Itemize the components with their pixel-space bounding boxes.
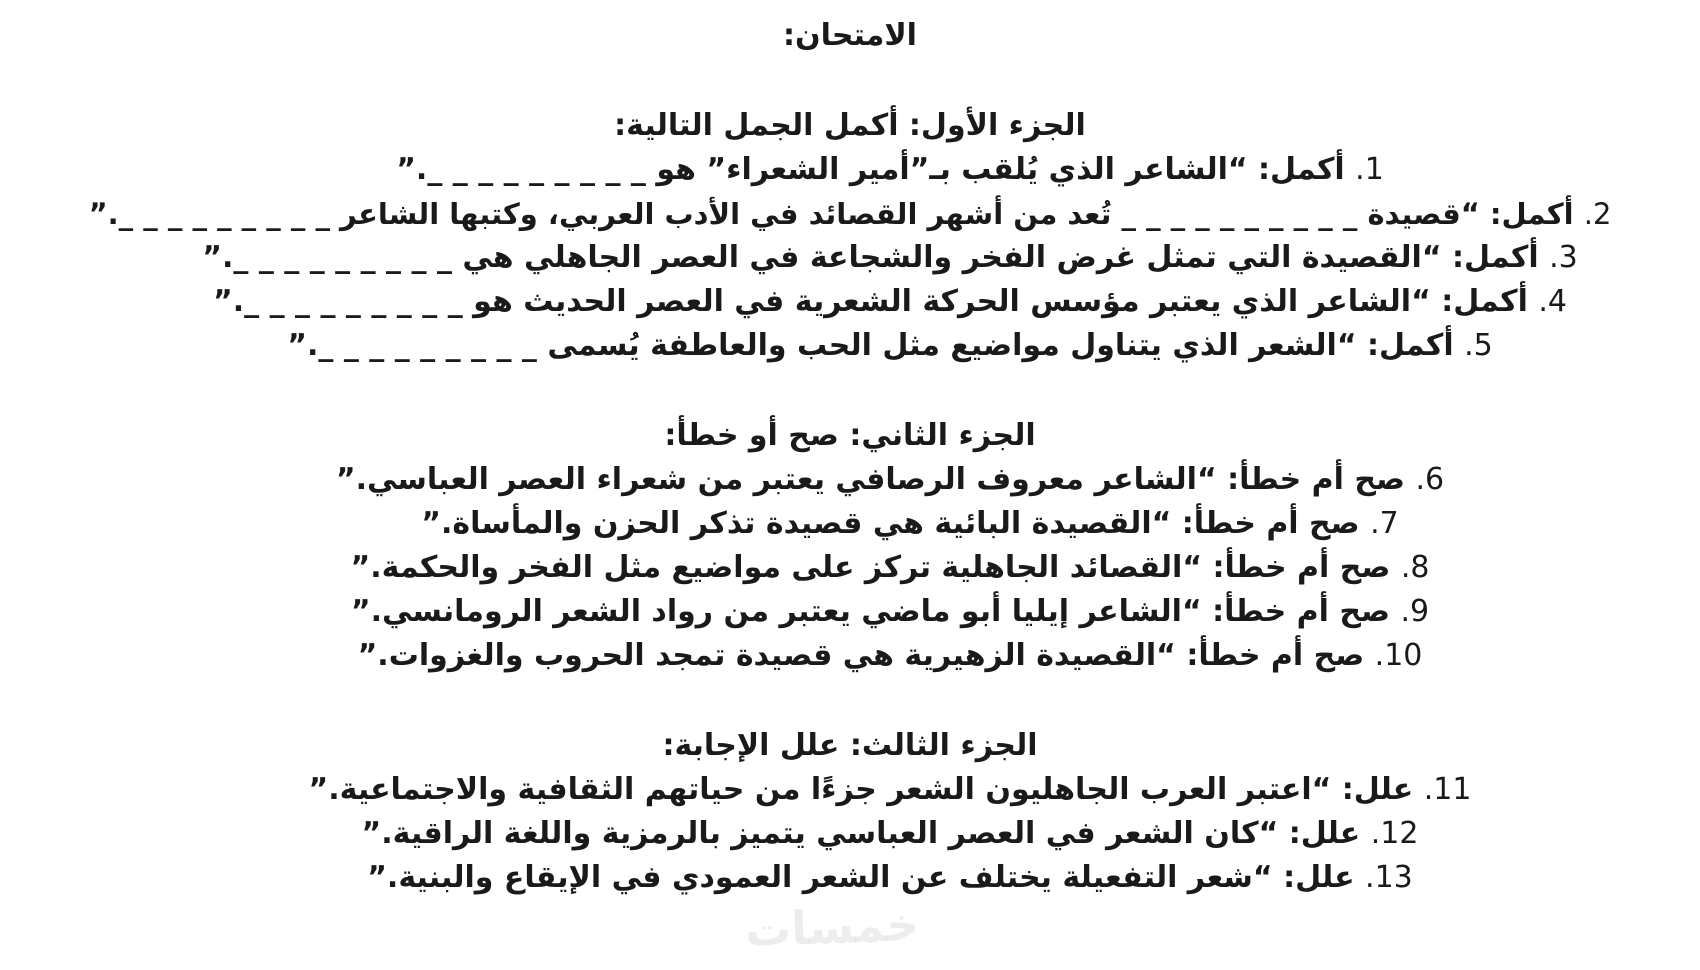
part2-heading: الجزء الثاني: صح أو خطأ:: [664, 418, 1036, 453]
question-3: 3. أكمل: “القصيدة التي تمثل غرض الفخر والشجاعة في العصر الجاهلي هي _ _ _ _ _ _ _ _ _.”: [202, 240, 1578, 275]
question-10: 10. صح أم خطأ: “القصيدة الزهيرية هي قصيدة تمجد الحروب والغزوات.”: [357, 638, 1423, 673]
question-9: 9. صح أم خطأ: “الشاعر إيليا أبو ماضي يعتبر من رواد الشعر الرومانسي.”: [350, 594, 1430, 629]
question-4: 4. أكمل: “الشاعر الذي يعتبر مؤسس الحركة الشعرية في العصر الحديث هو _ _ _ _ _ _ _ _ _.”: [213, 284, 1567, 319]
question-8: 8. صح أم خطأ: “القصائد الجاهلية تركز على مواضيع مثل الفخر والحكمة.”: [350, 550, 1430, 585]
part3-heading: الجزء الثالث: علل الإجابة:: [662, 728, 1038, 763]
question-5: 5. أكمل: “الشعر الذي يتناول مواضيع مثل الحب والعاطفة يُسمى _ _ _ _ _ _ _ _ _.”: [287, 328, 1493, 363]
question-1: 1. أكمل: “الشاعر الذي يُلقب بـ”أمير الشعراء” هو _ _ _ _ _ _ _ _ _.”: [396, 152, 1384, 187]
question-6: 6. صح أم خطأ: “الشاعر معروف الرصافي يعتبر من شعراء العصر العباسي.”: [335, 462, 1445, 497]
question-13: 13. علل: “شعر التفعيلة يختلف عن الشعر العمودي في الإيقاع والبنية.”: [367, 860, 1413, 895]
question-11: 11. علل: “اعتبر العرب الجاهليون الشعر جزءًا من حياتهم الثقافية والاجتماعية.”: [308, 772, 1472, 807]
question-12: 12. علل: “كان الشعر في العصر العباسي يتميز بالرمزية واللغة الراقية.”: [361, 816, 1419, 851]
watermark: خمسات: [744, 896, 921, 958]
question-2: 2. أكمل: “قصيدة _ _ _ _ _ _ _ _ _ _ تُعد من أشهر القصائد في الأدب العربي، وكتبها الشاعر _ _ _ _ _ _ _ _ _.”: [88, 197, 1612, 231]
exam-title: الامتحان:: [783, 18, 917, 53]
part1-heading: الجزء الأول: أكمل الجمل التالية:: [614, 108, 1086, 143]
question-7: 7. صح أم خطأ: “القصيدة البائية هي قصيدة تذكر الحزن والمأساة.”: [421, 506, 1399, 541]
